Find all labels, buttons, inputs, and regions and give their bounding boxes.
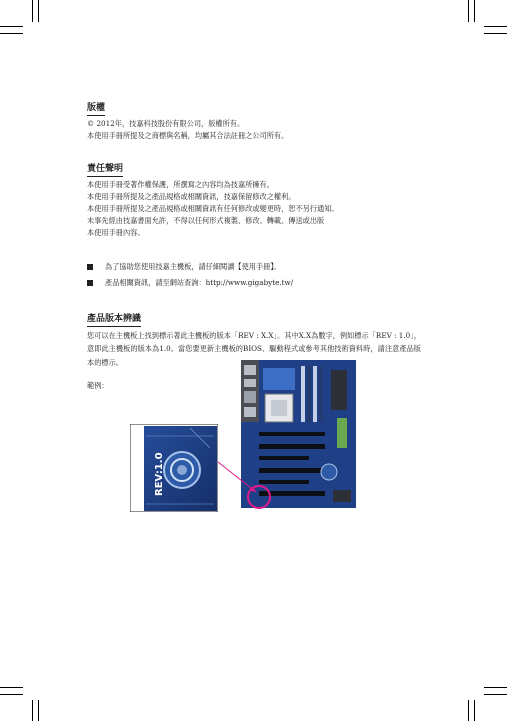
responsibility-line-3: 本使用手冊所提及之產品規格或相關資訊有任何修改或變更時，恕不另行通知。	[87, 204, 339, 213]
highlight-circle	[248, 486, 270, 508]
responsibility-line-1: 本使用手冊受著作權保護，所撰寫之內容均為技嘉所擁有。	[87, 180, 274, 189]
responsibility-line-4: 未事先經由技嘉書面允許，不得以任何形式複製、修改、轉載、傳送或出版	[87, 216, 325, 225]
copyright-line-1: © 2012年，技嘉科技股份有限公司，版權所有。	[87, 119, 245, 128]
responsibility-line-5: 本使用手冊內容。	[87, 228, 145, 237]
pointer-line	[218, 462, 256, 492]
copyright-heading: 版權	[87, 102, 105, 116]
copyright-line-2: 本使用手冊所提及之商標與名稱，均屬其合法註冊之公司所有。	[87, 131, 289, 140]
bullet-text: 產品相關資訊，請至網站查詢：http://www.gigabyte.tw/	[105, 278, 294, 287]
revision-paragraph: 您可以在主機板上找到標示著此主機板的版本「REV : X.X」。其中X.X為數字，例如標示「REV : 1.0」，意即此主機板的版本為1.0。當您要更新主機板的BIOS、驅動程式或參考其他技術資料時，請注意產品版本的標示。	[87, 331, 421, 367]
revision-heading: 產品版本辨識	[87, 313, 141, 327]
rev-label: REV:1.0	[154, 452, 165, 496]
responsibility-line-2: 本使用手冊所提及之產品規格或相關資訊，技嘉保留修改之權利。	[87, 192, 296, 201]
example-label: 範例：	[87, 381, 109, 390]
responsibility-heading: 責任聲明	[87, 163, 123, 177]
bullet-text: 為了協助您使用技嘉主機板，請仔細閱讀【使用手冊】。	[105, 262, 282, 271]
